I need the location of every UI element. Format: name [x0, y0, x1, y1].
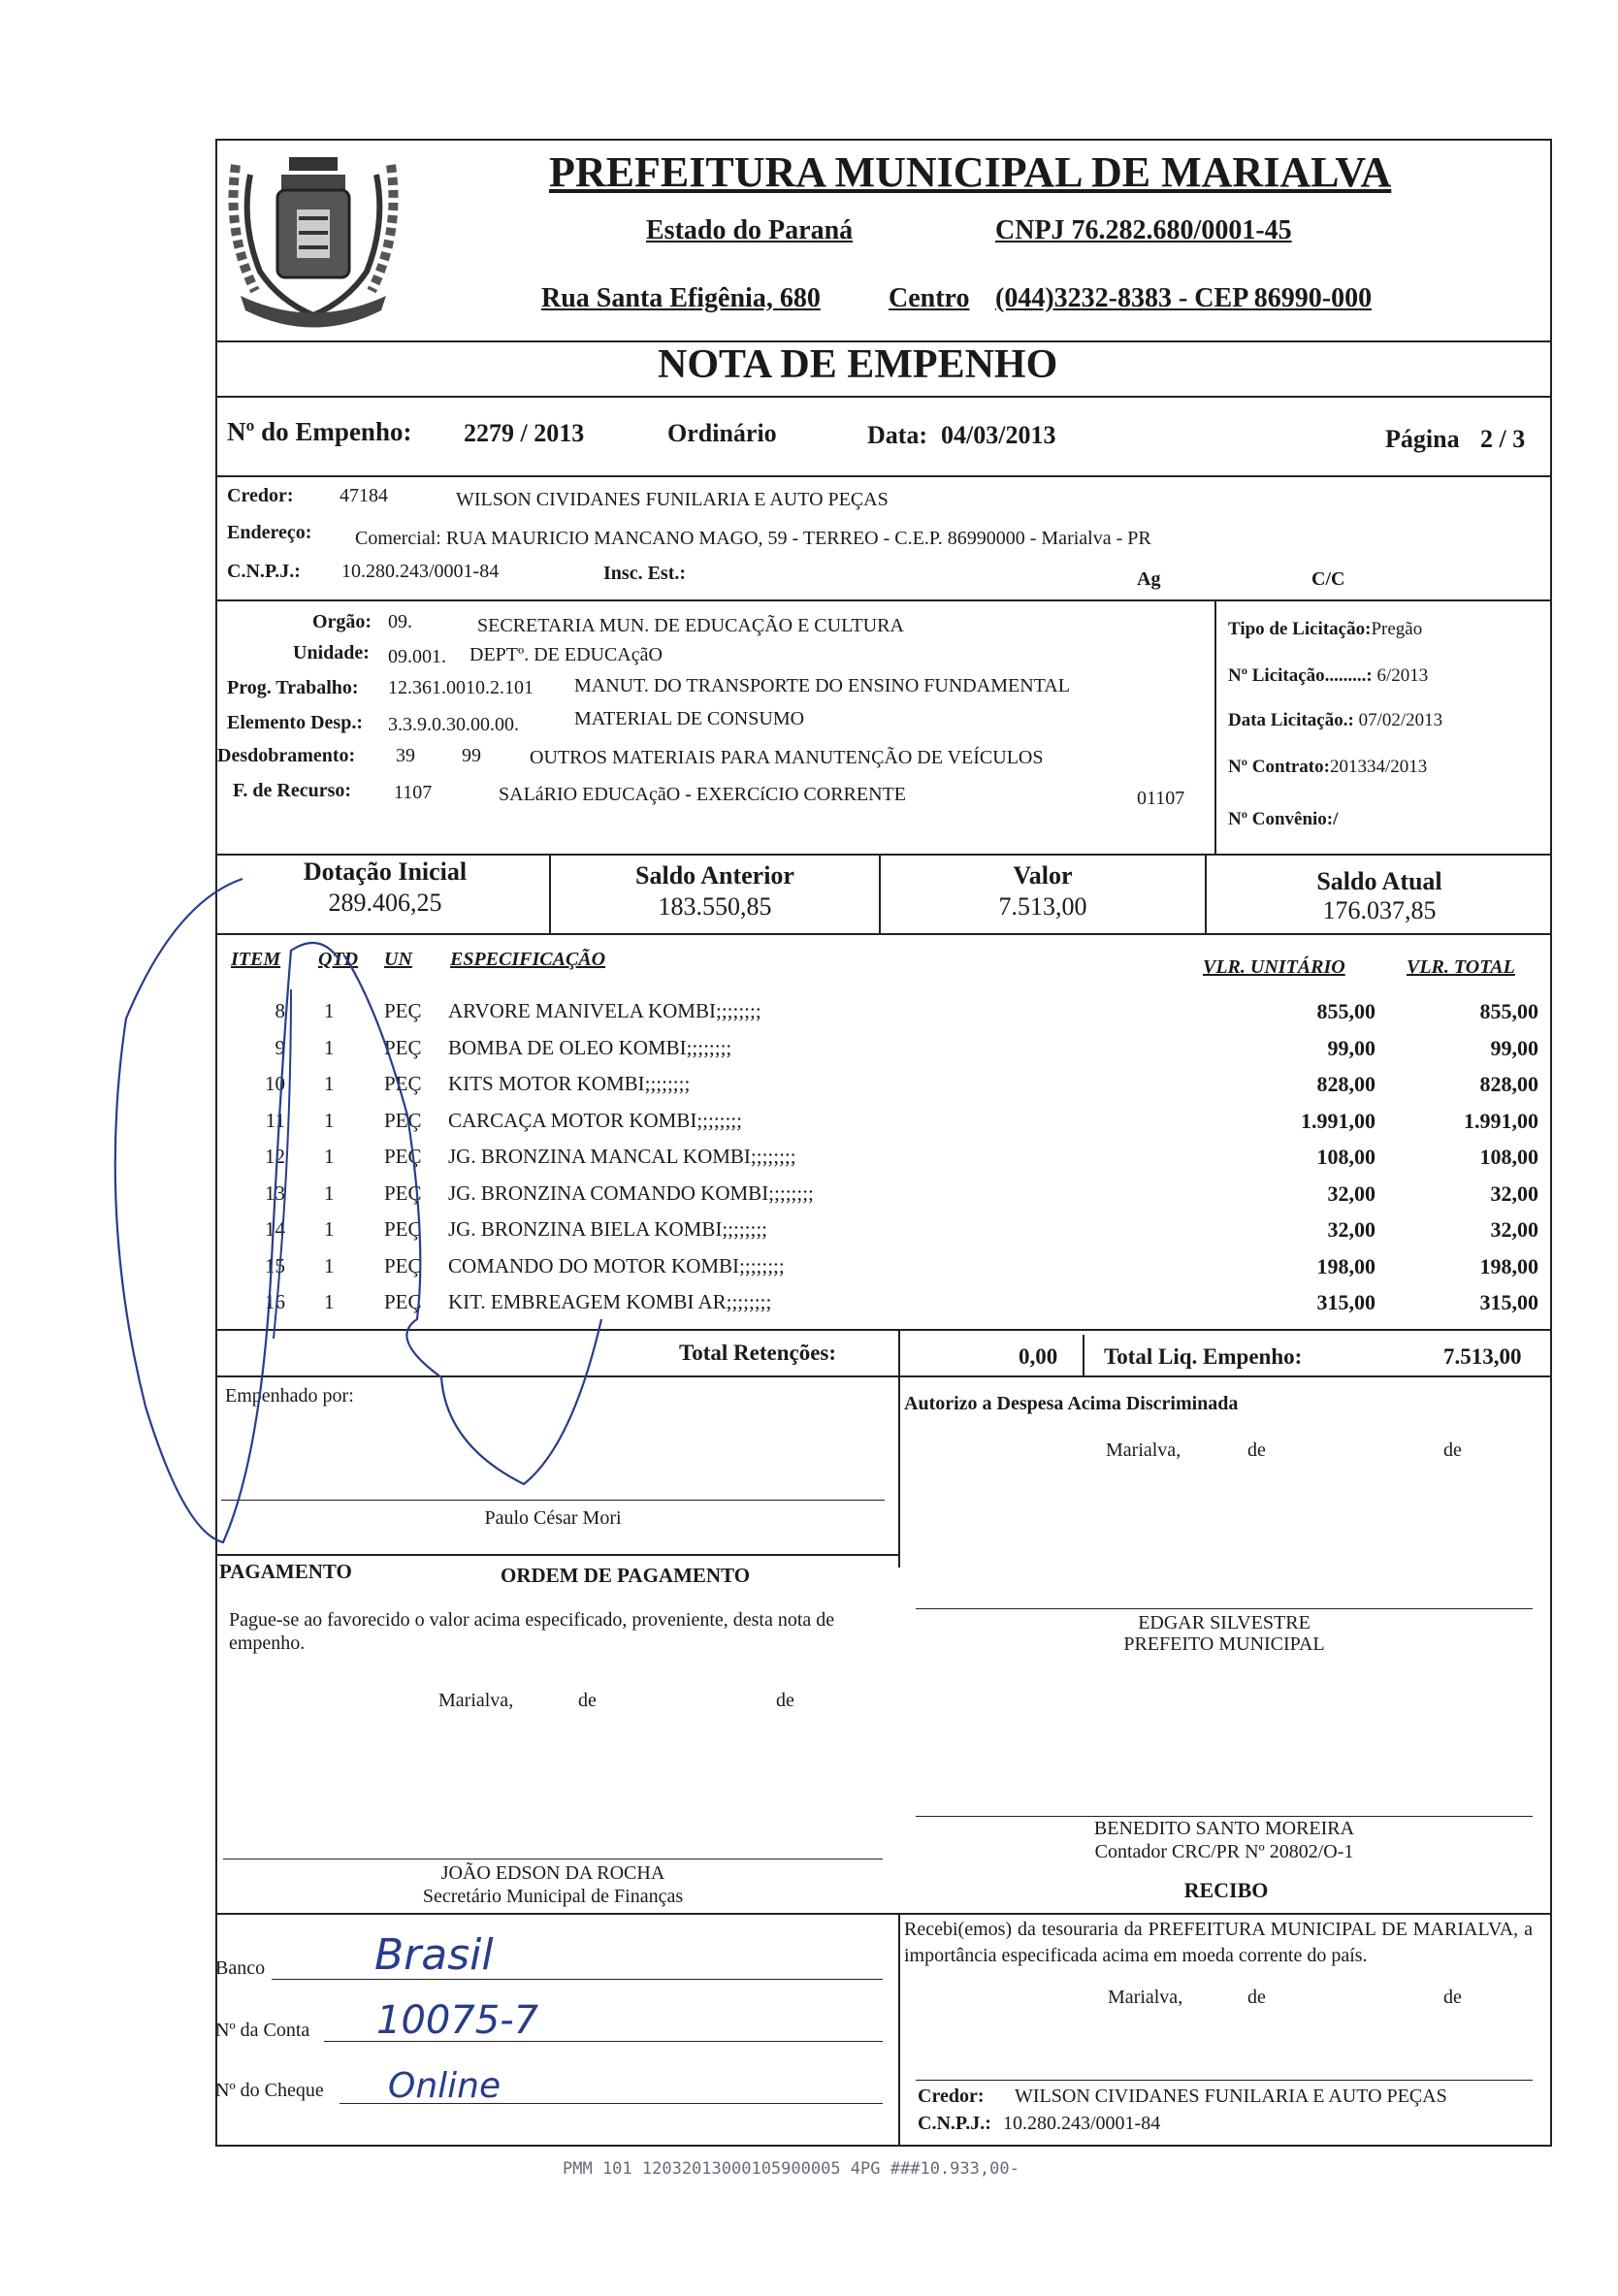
elemento-value: MATERIAL DE CONSUMO — [574, 708, 805, 729]
item-total-value: 108,00 — [1479, 1145, 1538, 1169]
item-number: 16 — [265, 1290, 285, 1313]
item-description: JG. BRONZINA BIELA KOMBI;;;;;;;; — [448, 1217, 768, 1241]
recibo-de-1: de — [1247, 1987, 1266, 2008]
col-especificacao: ESPECIFICAÇÃO — [450, 949, 606, 970]
item-qty: 1 — [324, 999, 335, 1022]
liq-empenho-value: 7.513,00 — [1443, 1344, 1522, 1369]
credor-cnpj: 10.280.243/0001-84 — [341, 561, 500, 582]
item-total-value: 828,00 — [1479, 1072, 1538, 1096]
item-unit: PEÇ — [384, 1145, 422, 1168]
recurso-code: 1107 — [394, 782, 433, 803]
header-state: Estado do Paraná — [646, 215, 854, 245]
cc-label: C/C — [1311, 568, 1345, 590]
empenho-number: 2279 / 2013 — [464, 419, 585, 447]
recibo-cnpj: 10.280.243/0001-84 — [1003, 2113, 1161, 2134]
recurso-value: SALáRIO EDUCAçãO - EXERCíCIO CORRENTE — [499, 784, 906, 805]
item-total-value: 32,00 — [1490, 1217, 1538, 1242]
valor-value: 7.513,00 — [998, 892, 1087, 921]
orgao-code: 09. — [388, 611, 412, 632]
item-qty: 1 — [324, 1217, 335, 1241]
header-cnpj: CNPJ 76.282.680/0001-45 — [995, 215, 1292, 245]
item-description: CARCAÇA MOTOR KOMBI;;;;;;;; — [448, 1108, 743, 1132]
desdobramento-value: OUTROS MATERIAIS PARA MANUTENÇÃO DE VEÍCULOS — [530, 747, 1044, 768]
orgao-label: Orgão: — [312, 611, 372, 632]
secretario-role: Secretário Municipal de Finanças — [422, 1886, 684, 1907]
desdobramento-label: Desdobramento: — [217, 745, 356, 766]
item-number: 10 — [265, 1072, 285, 1095]
recibo-credor-label: Credor: — [918, 2086, 985, 2107]
credor-cnpj-label: C.N.P.J.: — [227, 561, 301, 582]
item-qty: 1 — [324, 1108, 335, 1132]
item-unit: PEÇ — [384, 1290, 422, 1313]
orgao-value: SECRETARIA MUN. DE EDUCAÇÃO E CULTURA — [477, 615, 904, 636]
empenho-date-label: Data: — [867, 421, 928, 449]
autorizo-place: Marialva, — [1106, 1439, 1181, 1461]
pague-place: Marialva, — [438, 1690, 514, 1711]
item-description: JG. BRONZINA COMANDO KOMBI;;;;;;;; — [448, 1180, 814, 1205]
item-unit: PEÇ — [384, 999, 422, 1022]
item-unit-value: 99,00 — [1327, 1035, 1375, 1060]
footer-code: PMM 101 12032013000105900005 4PG ###10.933,00- — [563, 2159, 1019, 2179]
item-number: 14 — [265, 1217, 285, 1241]
item-description: ARVORE MANIVELA KOMBI;;;;;;;; — [448, 999, 761, 1022]
item-total-value: 198,00 — [1479, 1253, 1538, 1278]
unidade-value: DEPTº. DE EDUCAçãO — [469, 644, 663, 665]
item-description: JG. BRONZINA MANCAL KOMBI;;;;;;;; — [448, 1145, 796, 1168]
item-unit: PEÇ — [384, 1253, 422, 1277]
document-title: NOTA DE EMPENHO — [658, 342, 1058, 387]
item-number: 9 — [275, 1035, 285, 1059]
recibo-label: RECIBO — [1183, 1878, 1269, 1902]
tipo-licitacao-label: Tipo de Licitação:Pregão — [1228, 619, 1423, 639]
item-qty: 1 — [324, 1180, 335, 1205]
recibo-de-2: de — [1443, 1987, 1462, 2008]
address-label: Endereço: — [227, 522, 312, 543]
unidade-code: 09.001. — [388, 646, 446, 667]
prefeito-role: PREFEITO MUNICIPAL — [1123, 1633, 1325, 1655]
ordem-pagamento-label: ORDEM DE PAGAMENTO — [501, 1564, 751, 1587]
address-value: Comercial: RUA MAURICIO MANCANO MAGO, 59 - TERREO - C.E.P. 86990000 - Marialva - PR — [355, 528, 1151, 549]
elemento-label: Elemento Desp.: — [227, 712, 363, 733]
recurso-code-2: 01107 — [1137, 788, 1185, 809]
item-description: KIT. EMBREAGEM KOMBI AR;;;;;;;; — [448, 1290, 772, 1313]
liq-empenho-label: Total Liq. Empenho: — [1104, 1344, 1303, 1369]
contador-name: BENEDITO SANTO MOREIRA — [1093, 1818, 1355, 1839]
empenho-number-label: Nº do Empenho: — [227, 417, 412, 446]
num-licitacao-label: Nº Licitação.........: 6/2013 — [1228, 665, 1429, 686]
credor-code: 47184 — [340, 485, 388, 506]
item-number: 11 — [265, 1108, 285, 1132]
autorizo-de-1: de — [1247, 1439, 1266, 1461]
item-number: 12 — [265, 1145, 285, 1168]
item-description: BOMBA DE OLEO KOMBI;;;;;;;; — [448, 1035, 732, 1059]
data-licitacao-label: Data Licitação.: 07/02/2013 — [1228, 710, 1443, 730]
contador-role: Contador CRC/PR Nº 20802/O-1 — [1094, 1841, 1354, 1862]
item-unit-value: 315,00 — [1316, 1290, 1375, 1314]
prefeito-name: EDGAR SILVESTRE — [1138, 1612, 1311, 1633]
col-unit-value: VLR. UNITÁRIO — [1203, 956, 1345, 978]
item-unit: PEÇ — [384, 1035, 422, 1059]
pague-de-2: de — [776, 1690, 794, 1711]
item-qty: 1 — [324, 1290, 335, 1313]
item-unit-value: 1.991,00 — [1301, 1108, 1375, 1133]
pagamento-label: PAGAMENTO — [219, 1560, 352, 1583]
credor-name: WILSON CIVIDANES FUNILARIA E AUTO PEÇAS — [456, 489, 889, 510]
saldo-atual-label: Saldo Atual — [1316, 867, 1442, 895]
saldo-anterior-label: Saldo Anterior — [635, 861, 794, 889]
recibo-place: Marialva, — [1108, 1987, 1183, 2008]
pague-text: Pague-se ao favorecido o valor acima especificado, proveniente, desta nota de empenho. — [229, 1609, 835, 1654]
conta-label: Nº da Conta — [215, 2020, 310, 2041]
header-district: Centro — [889, 283, 970, 313]
recibo-text: Recebi(emos) da tesouraria da PREFEITURA MUNICIPAL DE MARIALVA, a importância especificada acima em moeda corrente do país. — [904, 1919, 1533, 1966]
desdobramento-code-1: 39 — [396, 745, 415, 766]
recurso-label: F. de Recurso: — [233, 780, 352, 801]
prog-label: Prog. Trabalho: — [227, 677, 359, 698]
recibo-cnpj-label: C.N.P.J.: — [918, 2113, 991, 2134]
contrato-label: Nº Contrato:201334/2013 — [1228, 757, 1428, 777]
item-qty: 1 — [324, 1072, 335, 1095]
valor-label: Valor — [1013, 861, 1073, 889]
banco-handwriting: Brasil — [374, 1930, 494, 1980]
header-title: PREFEITURA MUNICIPAL DE MARIALVA — [549, 148, 1392, 196]
retencoes-value: 0,00 — [1019, 1344, 1058, 1369]
col-un: UN — [384, 949, 412, 970]
cheque-handwriting: Online — [388, 2066, 502, 2106]
prog-value: MANUT. DO TRANSPORTE DO ENSINO FUNDAMENTAL — [574, 675, 1070, 696]
elemento-code: 3.3.9.0.30.00.00. — [388, 714, 519, 735]
banco-label: Banco — [215, 1957, 266, 1979]
conta-handwriting: 10075-7 — [376, 1998, 539, 2043]
ag-label: Ag — [1137, 568, 1161, 590]
page-number: 2 / 3 — [1480, 425, 1526, 453]
item-unit: PEÇ — [384, 1180, 422, 1205]
item-unit-value: 32,00 — [1327, 1217, 1375, 1242]
item-unit-value: 32,00 — [1327, 1180, 1375, 1206]
prog-code: 12.361.0010.2.101 — [388, 677, 534, 698]
item-total-value: 32,00 — [1490, 1180, 1538, 1206]
item-description: COMANDO DO MOTOR KOMBI;;;;;;;; — [448, 1253, 785, 1277]
item-unit: PEÇ — [384, 1072, 422, 1095]
item-unit: PEÇ — [384, 1108, 422, 1132]
item-unit-value: 855,00 — [1316, 999, 1375, 1023]
dotacao-value: 289.406,25 — [328, 889, 442, 917]
autorizo-label: Autorizo a Despesa Acima Discriminada — [904, 1393, 1239, 1414]
insc-est-label: Insc. Est.: — [603, 563, 687, 584]
item-number: 15 — [265, 1253, 285, 1277]
pague-de-1: de — [578, 1690, 597, 1711]
item-description: KITS MOTOR KOMBI;;;;;;;; — [448, 1072, 691, 1095]
item-total-value: 855,00 — [1479, 999, 1538, 1023]
item-total-value: 1.991,00 — [1464, 1108, 1538, 1133]
retencoes-label: Total Retenções: — [679, 1341, 837, 1365]
page-label: Página — [1385, 425, 1460, 453]
empenho-type: Ordinário — [667, 419, 777, 447]
item-number: 8 — [275, 999, 285, 1022]
item-unit-value: 828,00 — [1316, 1072, 1375, 1096]
cheque-label: Nº do Cheque — [215, 2080, 324, 2101]
item-unit: PEÇ — [384, 1217, 422, 1241]
col-item: ITEM — [231, 949, 281, 970]
item-total-value: 315,00 — [1479, 1290, 1538, 1314]
saldo-anterior-value: 183.550,85 — [658, 892, 772, 921]
empenho-date: 04/03/2013 — [941, 421, 1056, 449]
item-qty: 1 — [324, 1035, 335, 1059]
convenio-label: Nº Convênio:/ — [1228, 809, 1339, 829]
item-total-value: 99,00 — [1490, 1035, 1538, 1060]
secretario-name: JOÃO EDSON DA ROCHA — [440, 1862, 665, 1884]
autorizo-de-2: de — [1443, 1439, 1462, 1461]
unidade-label: Unidade: — [293, 642, 370, 663]
item-qty: 1 — [324, 1253, 335, 1277]
credor-label: Credor: — [227, 485, 294, 506]
item-number: 13 — [265, 1180, 285, 1205]
item-qty: 1 — [324, 1145, 335, 1168]
item-unit-value: 108,00 — [1316, 1145, 1375, 1169]
col-qtd: QTD — [318, 949, 359, 970]
desdobramento-code-2: 99 — [462, 745, 481, 766]
item-unit-value: 198,00 — [1316, 1253, 1375, 1278]
saldo-atual-value: 176.037,85 — [1322, 896, 1437, 924]
empenhado-name: Paulo César Mori — [484, 1507, 622, 1529]
header-street: Rua Santa Efigênia, 680 — [541, 283, 821, 313]
header-phone-cep: (044)3232-8383 - CEP 86990-000 — [995, 283, 1373, 313]
recibo-credor-name: WILSON CIVIDANES FUNILARIA E AUTO PEÇAS — [1015, 2086, 1447, 2107]
empenhado-label: Empenhado por: — [225, 1385, 354, 1407]
dotacao-label: Dotação Inicial — [303, 857, 468, 886]
col-total-value: VLR. TOTAL — [1407, 956, 1515, 978]
